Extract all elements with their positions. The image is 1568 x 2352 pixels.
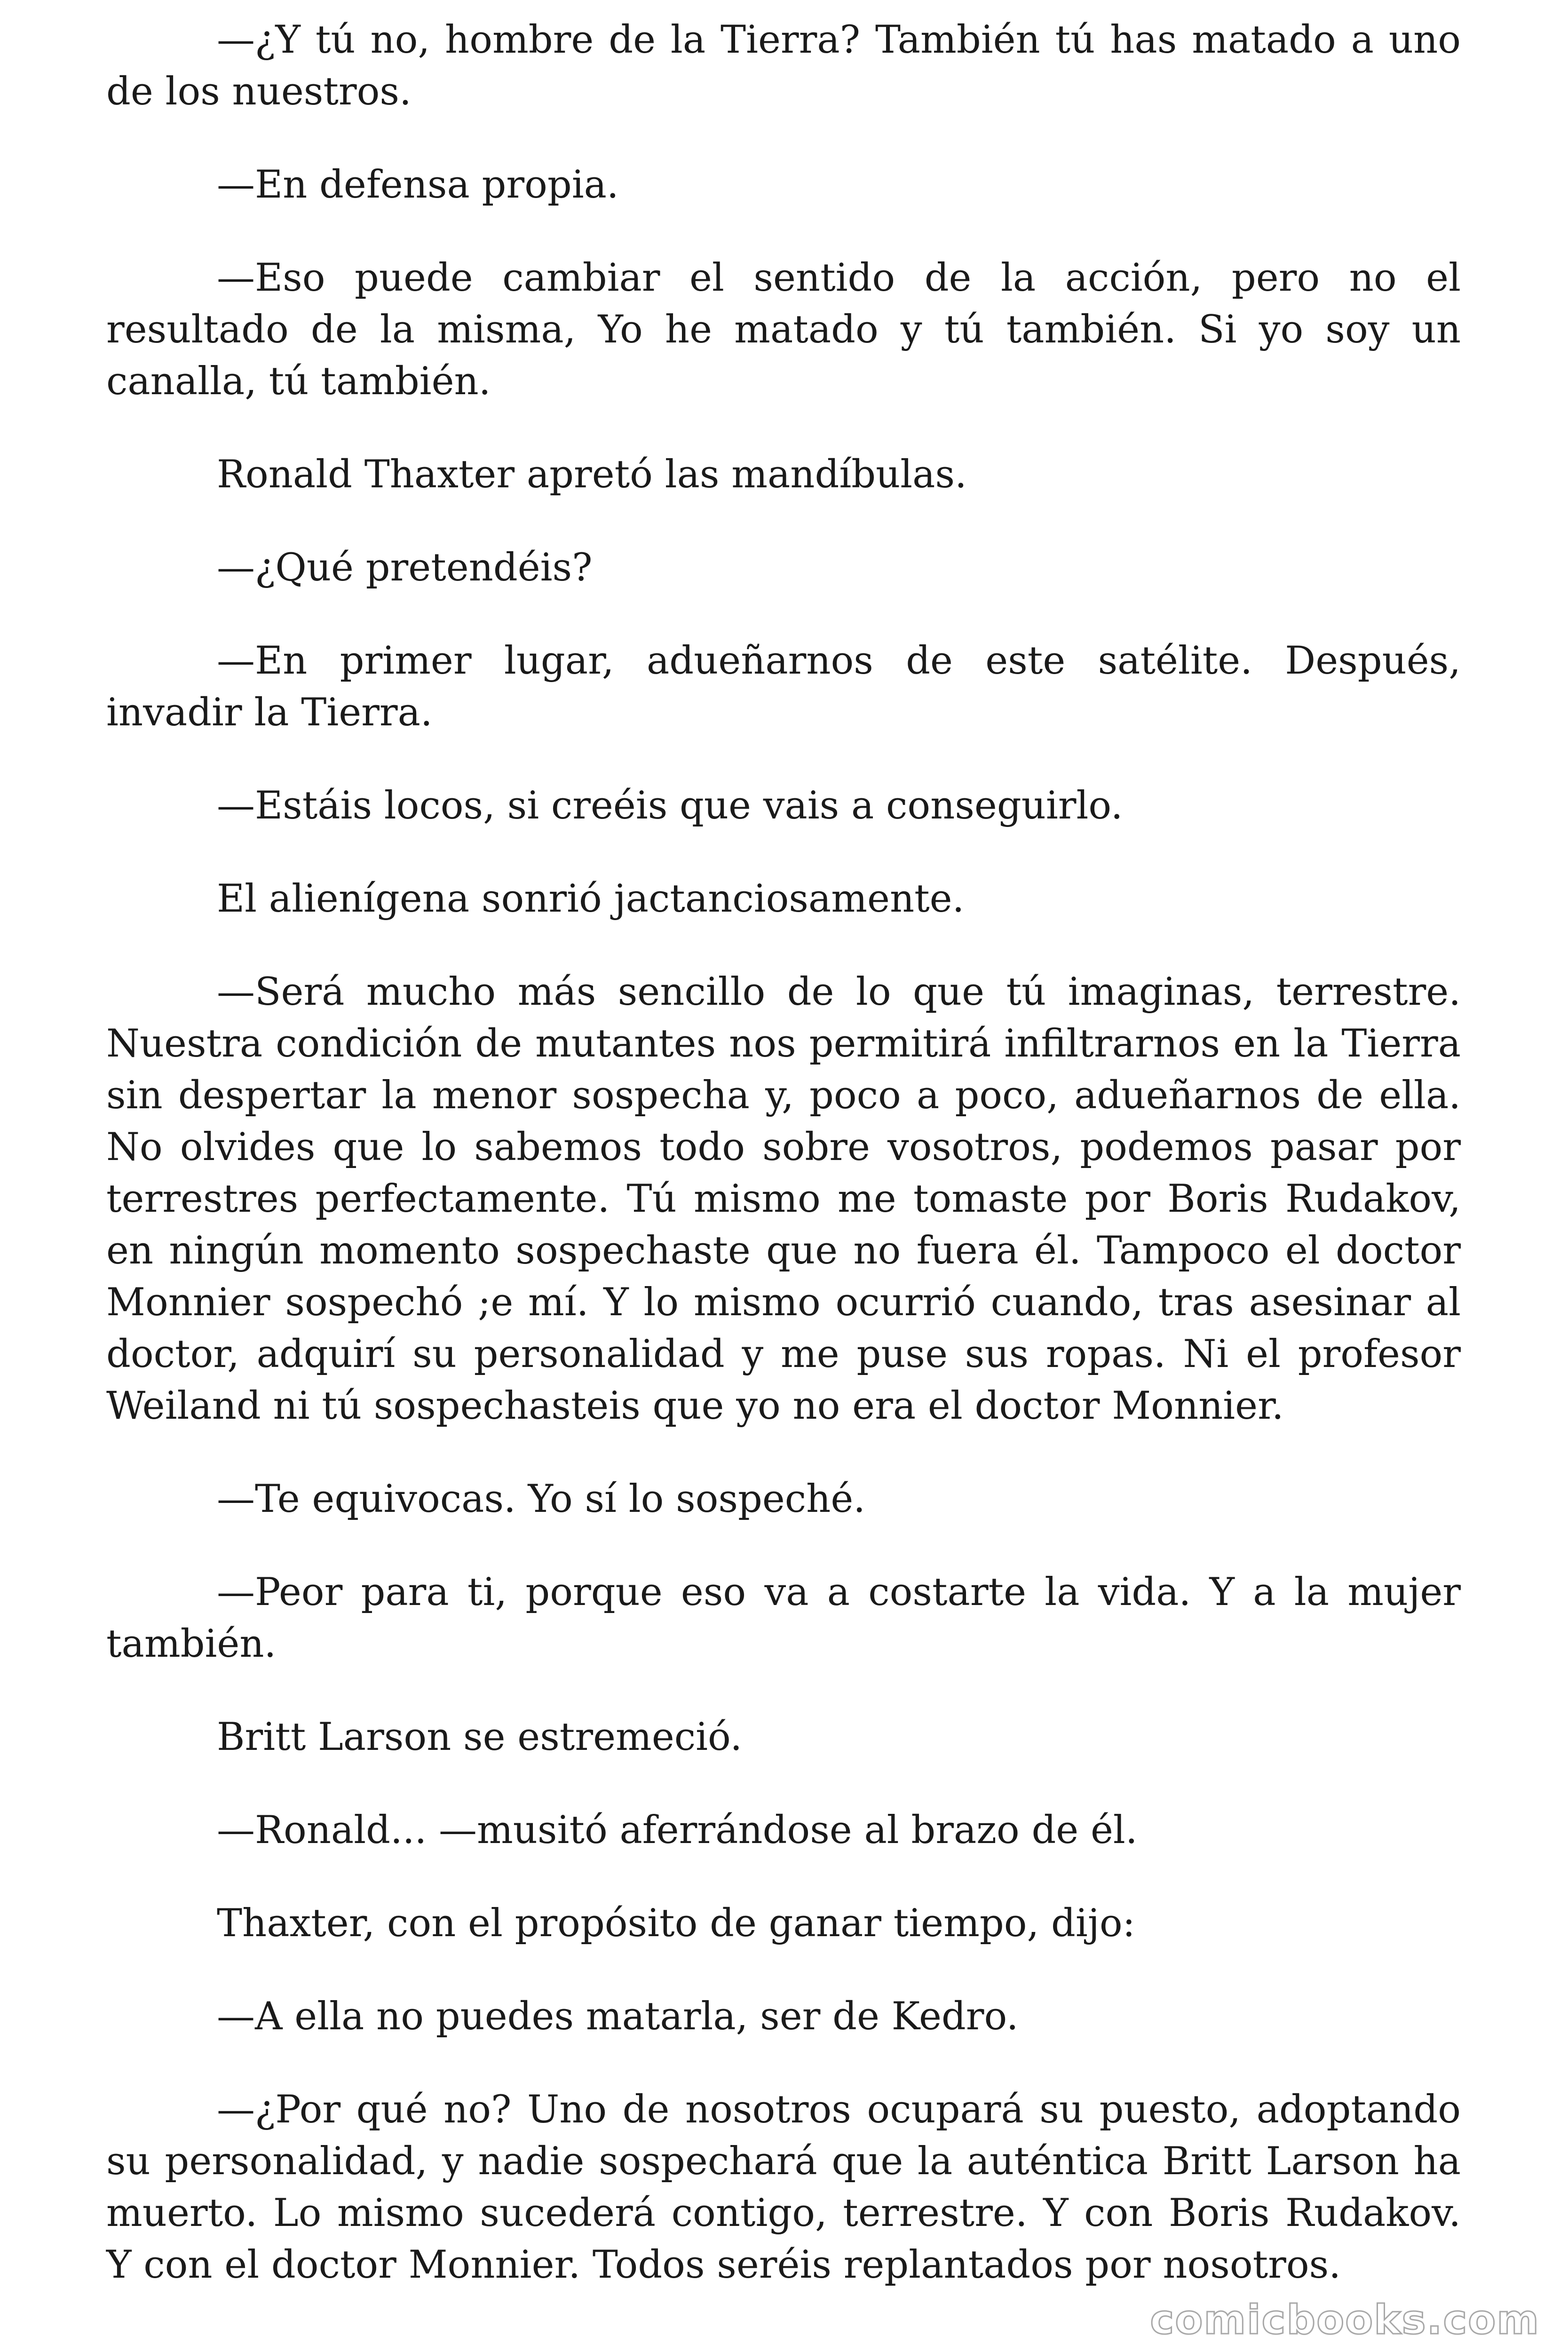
paragraph-3: —Eso puede cambiar el sentido de la acción, pero no el resultado de la misma, Yo he matado y tú también. Si yo soy un canalla, tú también. xyxy=(106,256,1461,404)
paragraph-7: —Estáis locos, si creéis que vais a conseguirlo. xyxy=(217,784,1123,828)
paragraph-13: —Ronald... —musitó aferrándose al brazo de él. xyxy=(217,1808,1138,1852)
paragraph-4: Ronald Thaxter apretó las mandíbulas. xyxy=(217,453,967,497)
paragraph-6: —En primer lugar, adueñarnos de este satélite. Después, invadir la Tierra. xyxy=(106,639,1461,735)
paragraph-12: Britt Larson se estremeció. xyxy=(217,1715,743,1759)
paragraph-1: —¿Y tú no, hombre de la Tierra? También tú has matado a uno de los nuestros. xyxy=(106,18,1461,114)
paragraph-16: —¿Por qué no? Uno de nosotros ocupará su puesto, adoptando su personalidad, y nadie sospechará que la auténtica Britt Larson ha muerto. Lo mismo sucederá contigo, terrestre. Y con Boris Rudakov. Y con el doctor Monnier. Todos seréis replantados por nosotros. xyxy=(106,2088,1461,2287)
watermark-logo: comicbooks.com xyxy=(1150,2296,1540,2344)
paragraph-2: —En defensa propia. xyxy=(217,163,619,207)
paragraph-8: El alienígena sonrió jactanciosamente. xyxy=(217,877,965,921)
paragraph-5: —¿Qué pretendéis? xyxy=(217,546,593,590)
paragraph-10: —Te equivocas. Yo sí lo sospeché. xyxy=(217,1477,866,1521)
paragraph-11: —Peor para ti, porque eso va a costarte la vida. Y a la mujer también. xyxy=(106,1570,1461,1666)
paragraph-14: Thaxter, con el propósito de ganar tiempo, dijo: xyxy=(217,1901,1135,1946)
paragraph-9: —Será mucho más sencillo de lo que tú imaginas, terrestre. Nuestra condición de mutantes nos permitirá infiltrarnos en la Tierra sin despertar la menor sospecha y, poco a poco, adueñarnos de ella. No olvides que lo sabemos todo sobre vosotros, podemos pasar por terrestres perfectamente. Tú mismo me tomaste por Boris Rudakov, en ningún momento sospechaste que no fuera él. Tampoco el doctor Monnier sospechó ;e mí. Y lo mismo ocurrió cuando, tras asesinar al doctor, adquirí su personalidad y me puse sus ropas. Ni el profesor Weiland ni tú sospechasteis que yo no era el doctor Monnier. xyxy=(106,970,1461,1428)
paragraph-15: —A ella no puedes matarla, ser de Kedro. xyxy=(217,1994,1019,2039)
book-page xyxy=(106,14,1461,2291)
